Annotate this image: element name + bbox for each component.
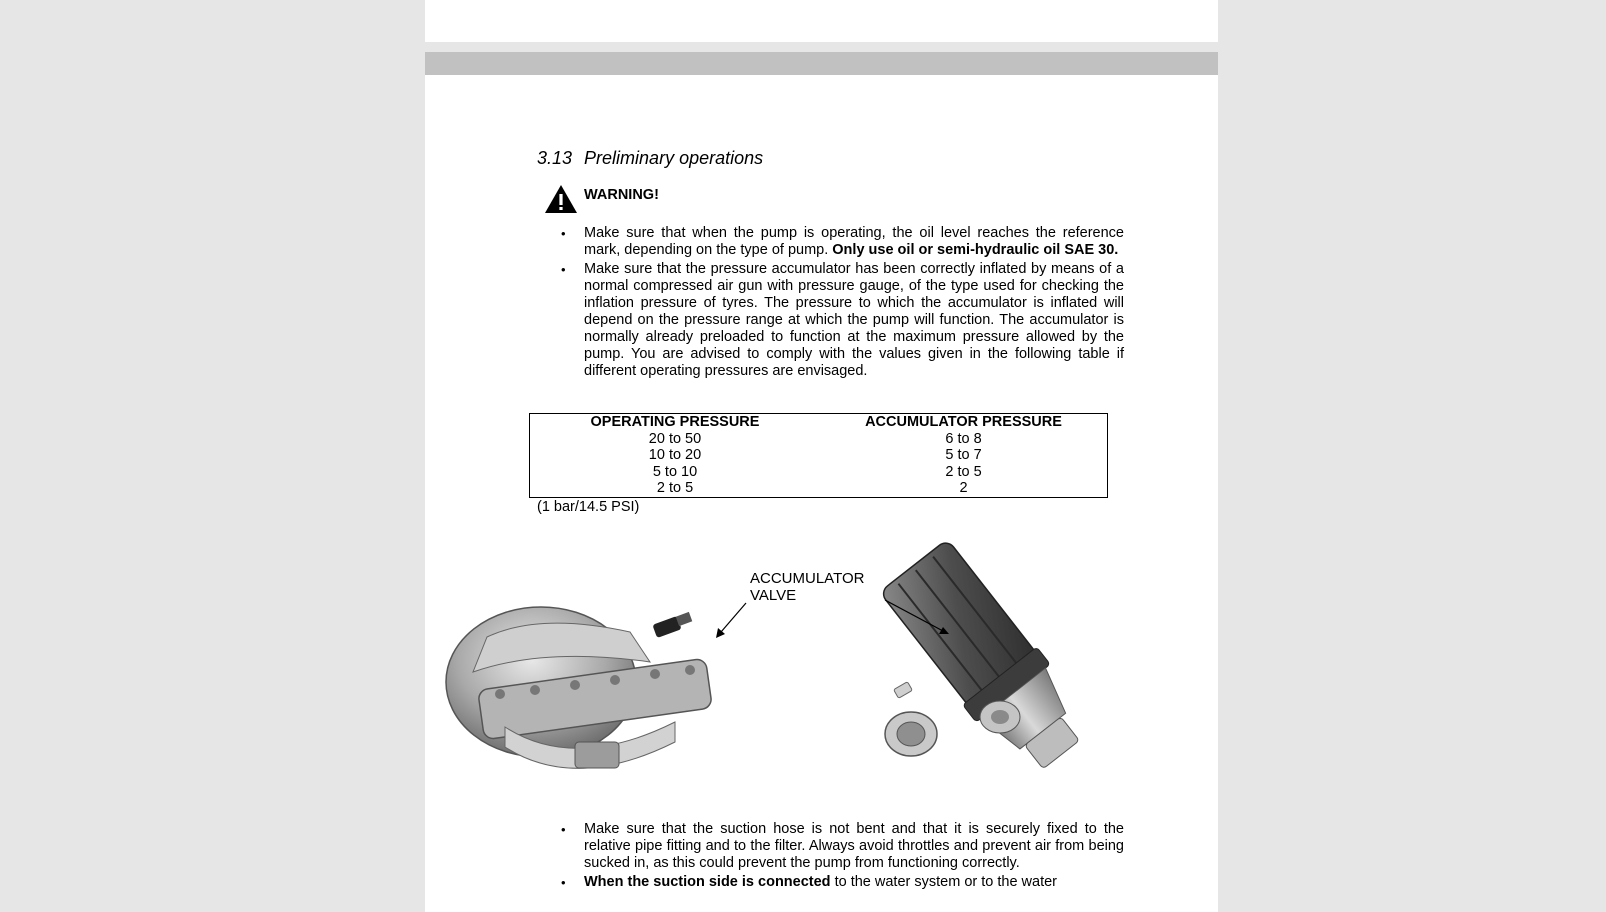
bullet-text: Make sure that when the pump is operating, the oil level reaches the reference mark, depending on the type of pump. [584, 225, 1124, 258]
left-pointer-arrow [716, 603, 746, 638]
column-header-operating-pressure: OPERATING PRESSURE [590, 414, 760, 430]
list-item [584, 821, 1124, 872]
table-cell: 2 to 5 [945, 463, 982, 480]
label-line: VALVE [750, 587, 797, 604]
previous-page [425, 0, 1218, 42]
warning-label: WARNING! [584, 187, 659, 203]
table-cell: 2 to 5 [656, 480, 694, 496]
section-number: 3.13 [537, 148, 573, 168]
table-cell: 5 to 10 [652, 463, 698, 480]
accumulator-valve-label [750, 570, 864, 604]
column-header-accumulator-pressure: ACCUMULATOR PRESSURE [865, 414, 1062, 430]
bullet-text: Make sure that the suction hose is not bent and that it is securely fixed to the relative pipe fitting and to the filter. Always avoid throttles and prevent air from being sucked in, as this could prevent the pump from functioning correctly. [584, 821, 1124, 871]
unit-note: (1 bar/14.5 PSI) [537, 499, 640, 515]
document-page [425, 52, 1218, 912]
list-item [584, 874, 1124, 891]
dome-accumulator-image [446, 607, 712, 768]
table-cell: 10 to 20 [648, 447, 702, 463]
label-line: ACCUMULATOR [750, 570, 865, 587]
bullet-bold-text: Only use oil or semi-hydraulic oil SAE 30. [832, 242, 1119, 258]
accumulator-figure [425, 52, 1218, 912]
bullet-bold-text: When the suction side is connected [584, 874, 831, 890]
suction-bullet-list [584, 821, 1124, 893]
table-cell: 2 [959, 480, 968, 496]
section-title: Preliminary operations [584, 148, 764, 168]
bullet-text: to the water system or to the water [830, 874, 1058, 890]
table-cell: 20 to 50 [648, 430, 702, 447]
table-cell: 6 to 8 [945, 430, 982, 447]
cylinder-accumulator-image [876, 537, 1098, 784]
table-cell: 5 to 7 [945, 447, 982, 463]
bullet-text: Make sure that the pressure accumulator has been correctly inflated by means of a normal compressed air gun with pressure gauge, of the type used for checking the inflation pressure of tyres. The pressure to which the accumulator is inflated will depend on the pressure range at which the pump will function. The accumulator is normally already preloaded to function at the maximum pressure allowed by the pump. You are advised to comply with the values given in the following table if different operating pressures are envisaged. [584, 261, 1124, 379]
